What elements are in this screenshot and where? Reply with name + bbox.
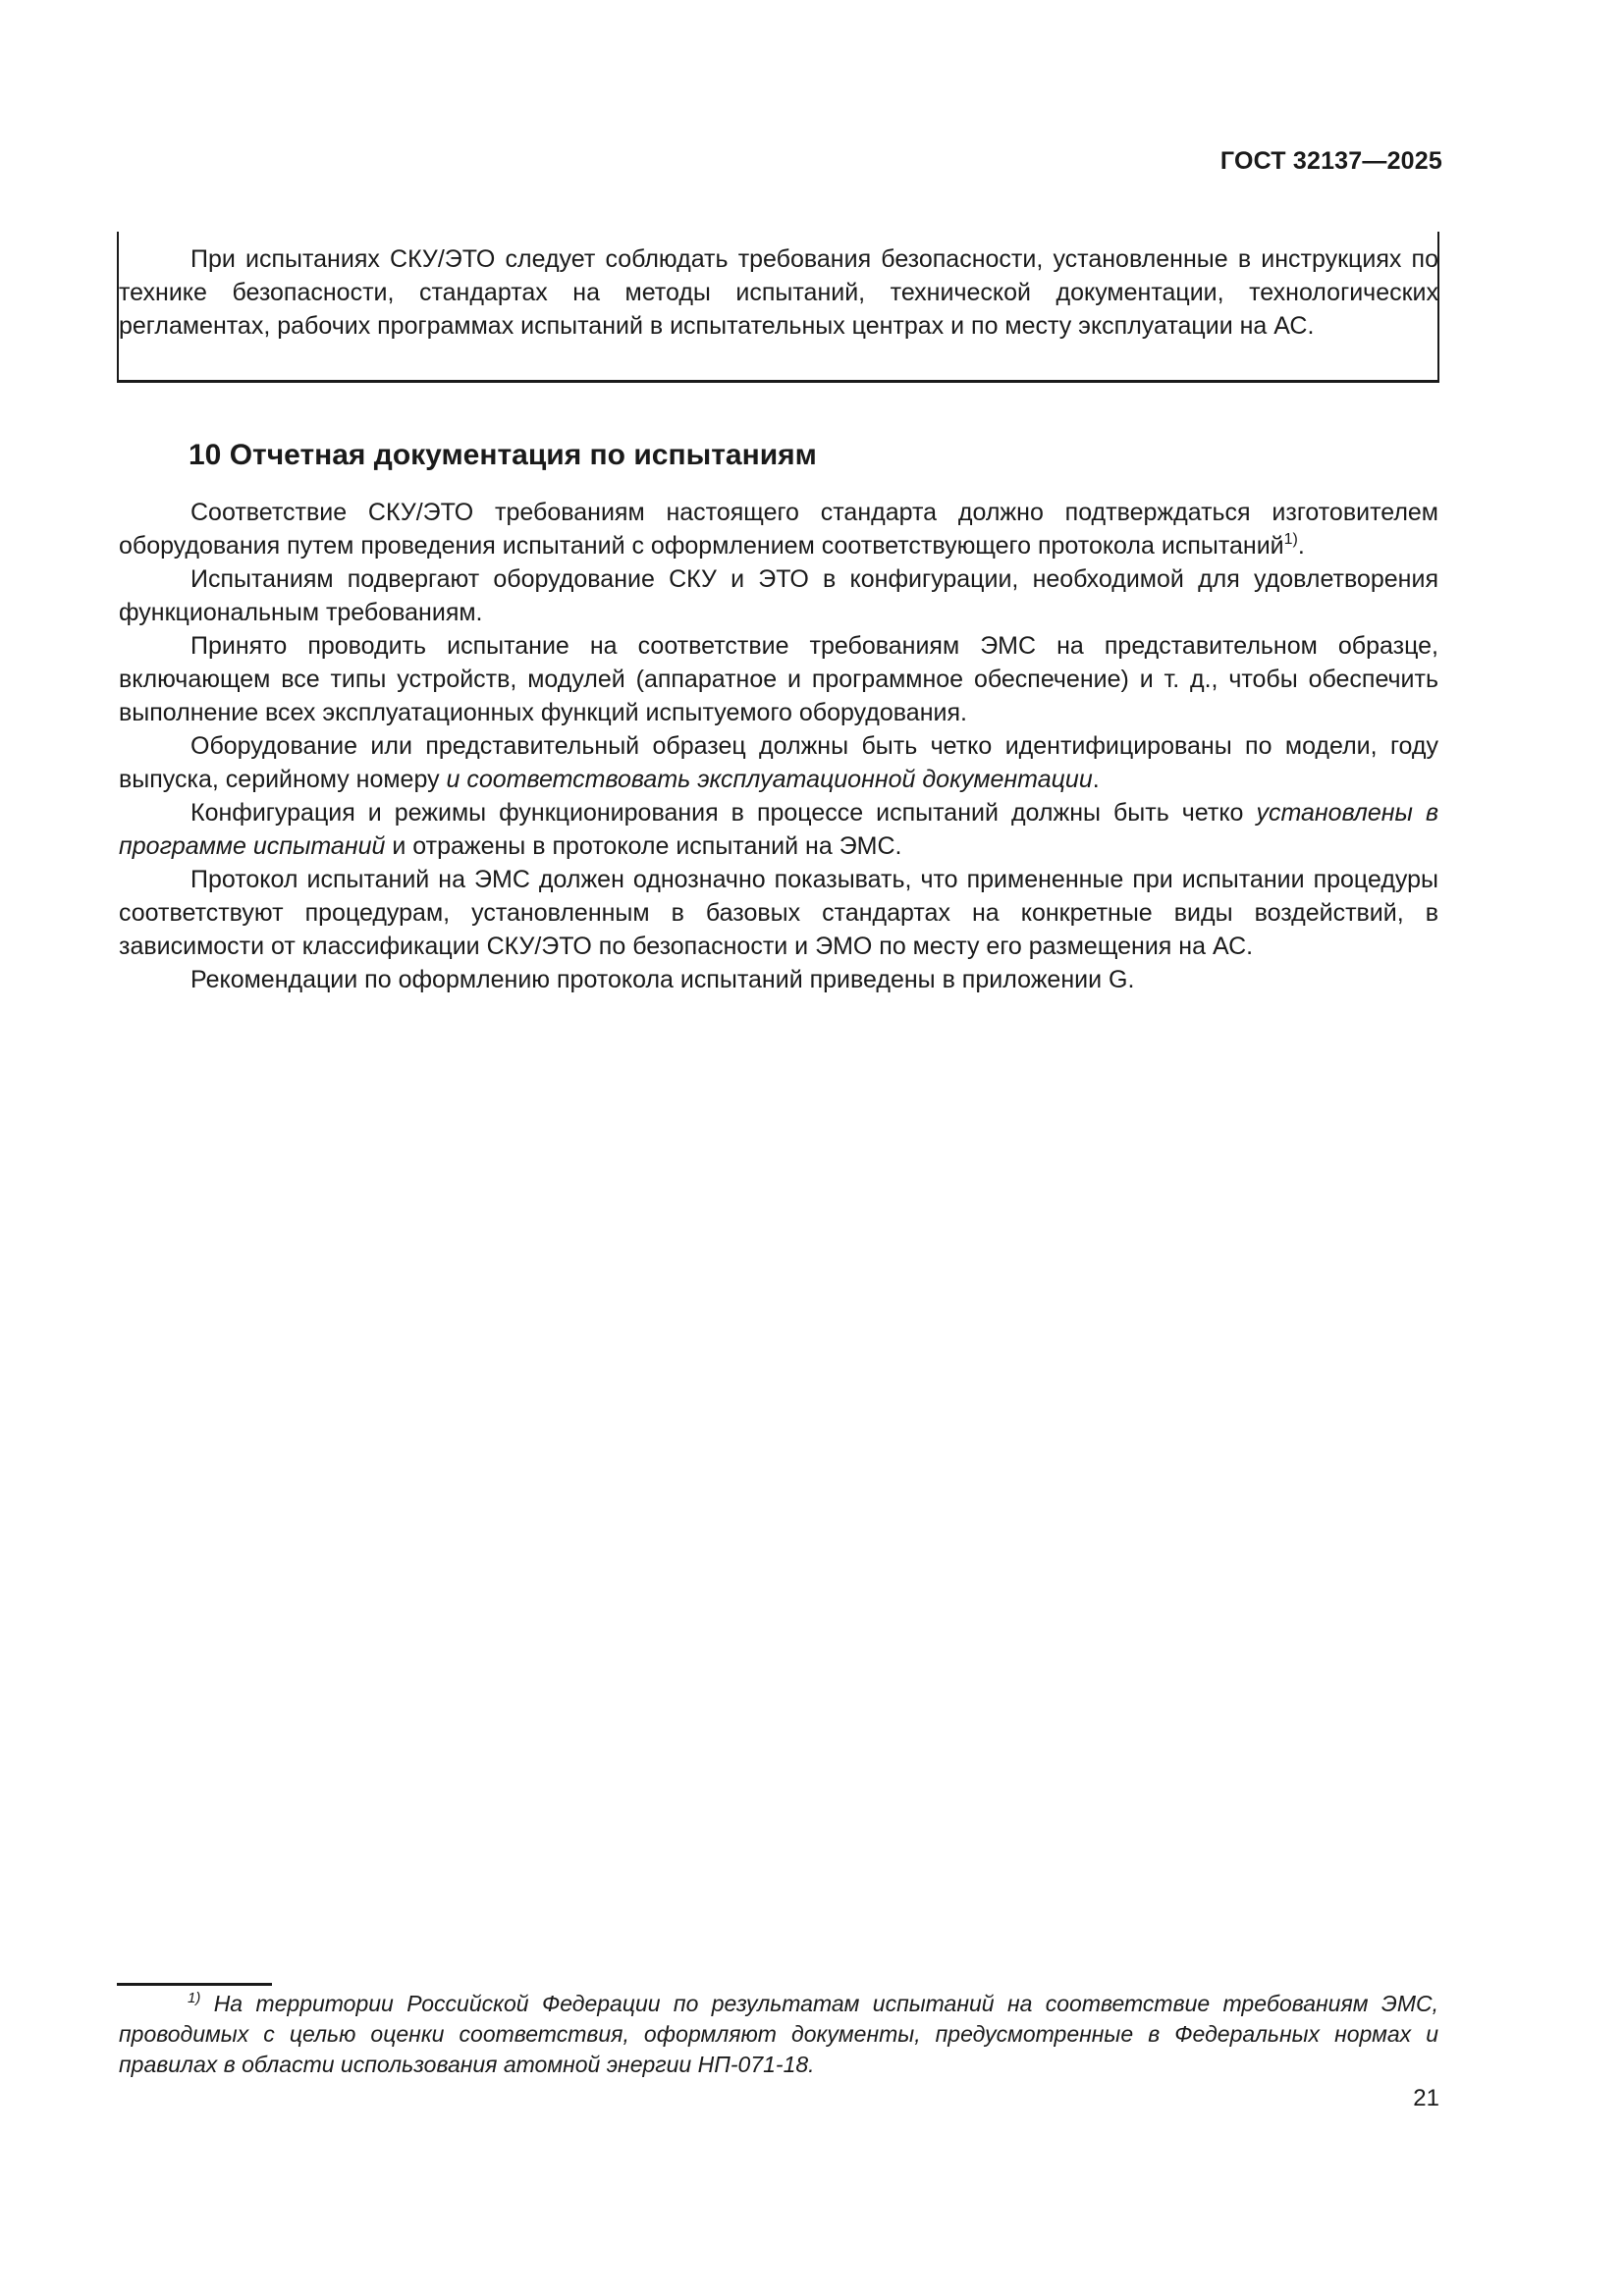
footnote-marker: 1)	[188, 1990, 201, 2006]
document-header-id: ГОСТ 32137—2025	[1219, 147, 1442, 175]
paragraph-5	[119, 796, 1438, 863]
paragraph-4-italic: и соответствовать эксплуатационной документации	[446, 766, 1093, 793]
paragraph-2: Испытаниям подвергают оборудование СКУ и ЭТО в конфигурации, необходимой для удовлетворения функциональным требованиям.	[119, 565, 1438, 626]
paragraph-5-text: Конфигурация и режимы функционирования в процессе испытаний должны быть четко	[190, 799, 1257, 827]
paragraph-1-tail: .	[1297, 532, 1305, 560]
paragraph-7: Рекомендации по оформлению протокола испытаний приведены в приложении G.	[190, 966, 1135, 993]
section-body	[119, 496, 1438, 996]
paragraph-4	[119, 729, 1438, 796]
paragraph-5-italic: установлены в программе испытаний	[119, 799, 1438, 860]
footnote-reference[interactable]: 1)	[1283, 531, 1298, 548]
paragraph-1-text: Соответствие СКУ/ЭТО требованиям настоящего стандарта должно подтверждаться изготовителем оборудования путем проведения испытаний с оформлением соответствующего протокола испытаний	[119, 499, 1438, 560]
paragraph-6: Протокол испытаний на ЭМС должен однозначно показывать, что примененные при испытании процедуры соответствуют процедурам, установленным в базовых стандартах на конкретные виды воздействий, в зависимости от классификации СКУ/ЭТО по безопасности и ЭМО по месту его размещения на АС.	[119, 866, 1438, 960]
paragraph-3: Принято проводить испытание на соответствие требованиям ЭМС на представительном образце, включающем все типы устройств, модулей (аппаратное и программное обеспечение) и т. д., чтобы обеспечить выполнение всех эксплуатационных функций испытуемого оборудования.	[119, 632, 1438, 726]
paragraph-4-text: Оборудование или представительный образец должны быть четко идентифицированы по модели, году выпуска, серийному номеру	[119, 732, 1438, 793]
paragraph-1	[119, 496, 1438, 562]
footnote	[119, 1989, 1438, 2080]
page-number: 21	[1413, 2085, 1439, 2111]
boxed-note	[119, 242, 1438, 343]
paragraph-4-tail: .	[1092, 766, 1100, 793]
footnote-separator	[117, 1983, 272, 1986]
section-title: 10 Отчетная документация по испытаниям	[189, 439, 817, 471]
footnote-text: На территории Российской Федерации по результатам испытаний на соответствие требованиям ЭМС, проводимых с целью оценки соответствия, оформляют документы, предусмотренные в Федеральных нормах и правилах в области использования атомной энергии НП-071-18.	[119, 1991, 1438, 2077]
paragraph-5-tail: и отражены в протоколе испытаний на ЭМС.	[385, 832, 902, 860]
boxed-note-text: При испытаниях СКУ/ЭТО следует соблюдать требования безопасности, установленные в инструкциях по технике безопасности, стандартах на методы испытаний, технической документации, технологических регламентах, рабочих программах испытаний в испытательных центрах и по месту эксплуатации на АС.	[119, 245, 1438, 340]
